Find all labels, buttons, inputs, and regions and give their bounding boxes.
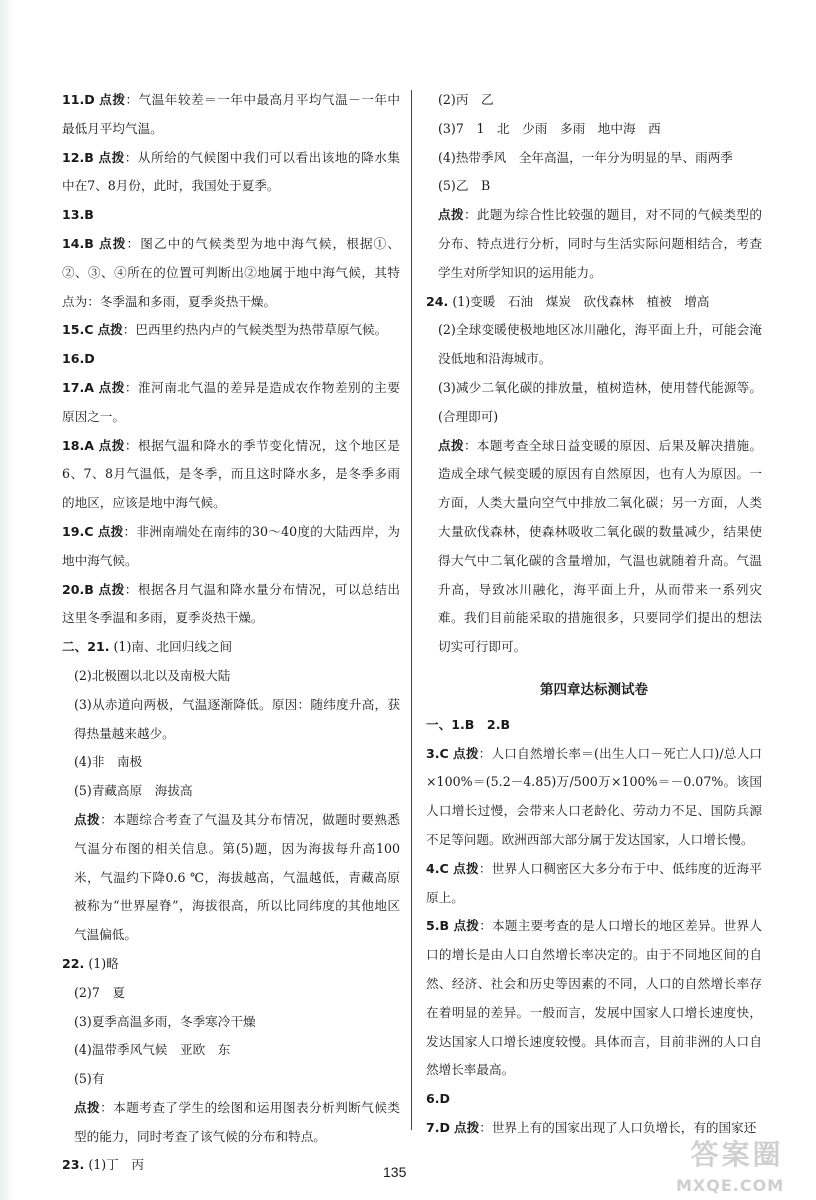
answer-number: 22. xyxy=(62,955,85,971)
answer-item xyxy=(62,633,400,662)
answer-item xyxy=(62,1036,400,1065)
answer-text: (4)非 南极 xyxy=(74,754,143,770)
hint-label: 点拨 xyxy=(98,437,125,453)
answer-text: ：本题主要考查的是人口增长的地区差异。世界人口的增长是由人口自然增长率决定的。由于不同地区间的自然、经济、社会和历史等因素的不同，人口的自然增长率存在着明显的差异。一般而言，发展中国家人口增长速度快，发达国家人口增长速度较慢。具体而言，目前非洲的人口自然增长率最高。 xyxy=(426,918,763,1078)
answer-item xyxy=(62,1151,400,1180)
answer-item xyxy=(426,172,762,201)
column-divider xyxy=(411,90,412,1130)
hint-label: 点拨 xyxy=(438,437,464,453)
hint-label: 点拨 xyxy=(453,860,479,876)
answer-item xyxy=(62,518,400,576)
answer-item xyxy=(62,432,400,518)
hint-label: 点拨 xyxy=(74,1099,101,1115)
hint-label: 点拨 xyxy=(99,235,127,251)
answer-text: ：淮河南北气温的差异是造成农作物差别的主要原因之一。 xyxy=(62,379,401,424)
answer-item xyxy=(62,1008,400,1037)
answer-number: 15.C xyxy=(62,322,94,338)
answer-item xyxy=(62,1094,400,1152)
answer-item xyxy=(426,855,762,913)
answer-item xyxy=(62,950,400,979)
hint-label: 点拨 xyxy=(454,1119,480,1135)
answer-text: (2)7 夏 xyxy=(74,984,126,1000)
watermark-url: MXQE.COM xyxy=(676,1176,785,1195)
answer-text: (1)略 xyxy=(88,955,119,971)
answer-number: 16.D xyxy=(62,351,95,367)
hint-label: 点拨 xyxy=(438,207,464,223)
answer-item xyxy=(62,979,400,1008)
hint-label: 点拨 xyxy=(97,322,123,338)
left-column xyxy=(62,86,400,1180)
answer-text: (3)减少二氧化碳的排放量，植树造林，使用替代能源等。(合理即可) xyxy=(438,379,762,424)
answer-number: 6.D xyxy=(426,1091,451,1107)
hint-label: 点拨 xyxy=(99,92,126,107)
answer-number: 20.B xyxy=(62,581,94,597)
answer-text: ：从所给的气候图中我们可以看出该地的降水集中在7、8月份，此时，我国处于夏季。 xyxy=(62,149,401,194)
answer-text: ：世界上有的国家出现了人口负增长，有的国家还 xyxy=(479,1119,757,1135)
answer-item xyxy=(426,288,762,317)
hint-label: 点拨 xyxy=(97,523,124,539)
answer-number: 18.A xyxy=(62,437,95,453)
answer-text: ：此题为综合性比较强的题目，对不同的气候类型的分布、特点进行分析，同时与生活实际问题相结合，考查学生对所学知识的运用能力。 xyxy=(438,207,763,280)
answer-item xyxy=(62,748,400,777)
answer-text: (5)乙 B xyxy=(438,178,491,194)
answer-number: 4.C xyxy=(426,860,449,876)
answer-text: (5)有 xyxy=(74,1071,105,1087)
answer-text: (3)从赤道向两极，气温逐渐降低。原因：随纬度升高，获得热量越来越少。 xyxy=(74,696,400,741)
hint-label: 点拨 xyxy=(98,149,125,165)
answer-text: (2)北极圈以北以及南极大陆 xyxy=(74,667,231,683)
answer-item xyxy=(62,662,400,691)
answer-item xyxy=(426,115,762,144)
answer-text: (1)变暖 石油 煤炭 砍伐森林 植被 增高 xyxy=(452,293,710,309)
answer-text: ：本题考查了学生的绘图和运用图表分析判断气候类型的能力，同时考查了该气候的分布和特点。 xyxy=(74,1099,401,1144)
answer-item xyxy=(62,201,400,230)
hint-label: 点拨 xyxy=(74,811,101,827)
answer-item xyxy=(62,144,400,202)
page-edge-shadow xyxy=(0,0,14,1200)
answer-item xyxy=(62,806,400,950)
answer-text: (2)丙 乙 xyxy=(438,92,494,107)
answer-item xyxy=(426,740,762,855)
answer-number: 12.B xyxy=(62,149,94,165)
hint-label: 点拨 xyxy=(98,379,125,395)
answer-item xyxy=(62,316,400,345)
answer-item xyxy=(62,777,400,806)
answer-item xyxy=(426,201,762,287)
answer-item xyxy=(62,691,400,749)
answer-item xyxy=(62,1065,400,1094)
answer-text: ：本题综合考查了气温及其分布情况，做题时要熟悉气温分布图的相关信息。第(5)题，因为海拔每升高100米，气温约下降0.6 ℃，海拔越高，气温越低，青藏高原被称为“世界屋脊”，海拔很高，所以比同纬度的其他地区气温偏低。 xyxy=(74,811,401,943)
answer-item xyxy=(62,230,400,316)
answer-text: ：根据气温和降水的季节变化情况，这个地区是6、7、8月气温低，是冬季，而且这时降水多，是冬季多雨的地区，应该是地中海气候。 xyxy=(62,437,401,511)
answer-item xyxy=(426,144,762,173)
answer-number: 5.B xyxy=(426,918,450,934)
answer-text: (4)热带季风 全年高温，一年分为明显的旱、雨两季 xyxy=(438,149,733,165)
answer-text: ：世界人口稠密区大多分布于中、低纬度的近海平原上。 xyxy=(426,860,762,905)
answer-item xyxy=(426,374,762,432)
answer-number: 14.B xyxy=(62,235,94,251)
section-heading: 第四章达标测试卷 xyxy=(540,681,648,698)
answer-item xyxy=(62,345,400,374)
answer-number: 11.D xyxy=(62,92,95,107)
page-number: 135 xyxy=(383,1164,407,1180)
watermark-logo: 答案圈 xyxy=(690,1138,784,1171)
answer-number: 3.C xyxy=(426,745,449,761)
answer-item xyxy=(426,86,762,115)
hint-label: 点拨 xyxy=(453,918,480,934)
answer-text: (1)丁 丙 xyxy=(88,1157,144,1173)
answer-number: 17.A xyxy=(62,379,95,395)
answer-text: ：根据各月气温和降水量分布情况，可以总结出这里冬季温和多雨，夏季炎热干燥。 xyxy=(62,581,401,626)
answer-text: ：非洲南端处在南纬的30～40度的大陆西岸，为地中海气候。 xyxy=(62,523,400,568)
answer-text: (3)7 1 北 少雨 多雨 地中海 西 xyxy=(438,120,661,136)
answer-number: 7.D xyxy=(426,1119,451,1135)
answer-text: (2)全球变暖使极地地区冰川融化，海平面上升，可能会淹没低地和沿海城市。 xyxy=(438,322,762,367)
answer-text: ：图乙中的气候类型为地中海气候，根据①、②、③、④所在的位置可判断出②地属于地中海气候，其特点为：冬季温和多雨，夏季炎热干燥。 xyxy=(62,235,400,309)
answer-number: 二、21. xyxy=(62,639,110,655)
answer-number: 13.B xyxy=(62,207,94,223)
answer-text: (1)南、北回归线之间 xyxy=(113,639,233,655)
answer-item xyxy=(426,1085,762,1114)
hint-label: 点拨 xyxy=(98,581,125,597)
answer-item xyxy=(62,576,400,634)
answer-item xyxy=(62,374,400,432)
answer-text: ：人口自然增长率＝(出生人口－死亡人口)/总人口×100%＝(5.2－4.85)万/500万×100%＝－0.07%。该国人口增长过慢，会带来人口老龄化、劳动力不足、国防兵源不足等问题。欧洲西部大部分属于发达国家，人口增长慢。 xyxy=(426,745,762,847)
answer-text: (3)夏季高温多雨，冬季寒冷干燥 xyxy=(74,1013,256,1029)
answer-text: (4)温带季风气候 亚欧 东 xyxy=(74,1042,231,1058)
answer-number: 一、1.B 2.B xyxy=(426,716,511,732)
answer-number: 19.C xyxy=(62,523,94,539)
answer-item xyxy=(426,912,762,1085)
answer-text: ：巴西里约热内卢的气候类型为热带草原气候。 xyxy=(122,322,388,338)
answer-text: (5)青藏高原 海拔高 xyxy=(74,783,193,799)
right-column xyxy=(426,86,762,1143)
answer-item xyxy=(426,432,762,662)
answer-number: 23. xyxy=(62,1157,85,1173)
hint-label: 点拨 xyxy=(453,745,479,761)
answer-item xyxy=(426,316,762,374)
answer-item xyxy=(426,711,762,740)
answer-text: ：本题考查全球日益变暖的原因、后果及解决措施。造成全球气候变暖的原因有自然原因，也有人为原因。一方面，人类大量向空气中排放二氧化碳；另一方面，人类大量砍伐森林，使森林吸收二氧化碳的数量减少，结果使得大气中二氧化碳的含量增加，气温也就随着升高。气温升高，导致冰川融化，海平面上升，从而带来一系列灾难。我们目前能采取的措施很多，只要同学们提出的想法切实可行即可。 xyxy=(438,437,763,655)
answer-number: 24. xyxy=(426,293,449,309)
answer-item xyxy=(62,86,400,144)
answer-text: ：气温年较差＝一年中最高月平均气温－一年中最低月平均气温。 xyxy=(62,92,401,136)
